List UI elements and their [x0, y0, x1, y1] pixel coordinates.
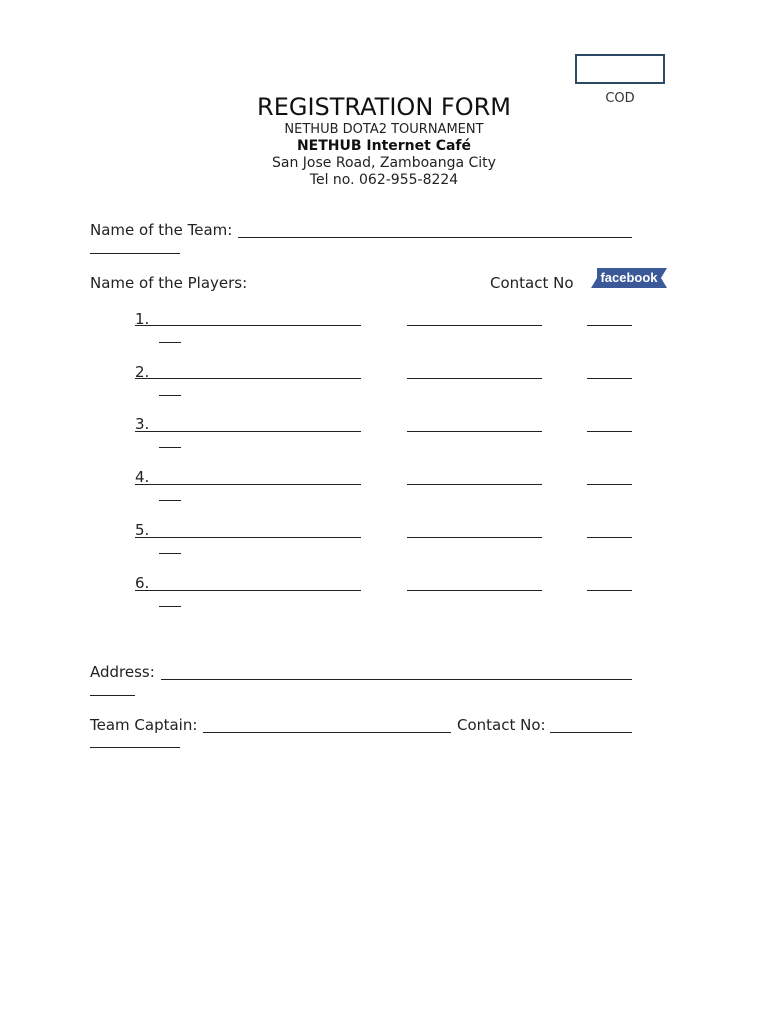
team-captain-label: Team Captain: [90, 716, 198, 734]
player-facebook-field[interactable] [587, 378, 632, 379]
player-contact-field[interactable] [407, 537, 542, 538]
player-number: 3. [135, 415, 150, 433]
address-label: Address: [90, 663, 155, 681]
team-captain-field[interactable] [203, 732, 451, 733]
facebook-badge [591, 268, 667, 288]
cod-label: COD [605, 91, 635, 106]
captain-contact-field[interactable] [550, 732, 632, 733]
player-facebook-field[interactable] [587, 325, 632, 326]
player-contact-field[interactable] [407, 484, 542, 485]
team-name-field[interactable] [238, 237, 632, 238]
player-number: 6. [135, 574, 150, 592]
venue-address: San Jose Road, Zamboanga City [272, 155, 496, 171]
player-number: 4. [135, 468, 150, 486]
form-title: REGISTRATION FORM [257, 93, 511, 121]
players-contact-label: Contact No [490, 274, 574, 292]
player-facebook-field-continued[interactable] [159, 447, 181, 448]
address-field[interactable] [161, 679, 632, 680]
venue-name: NETHUB Internet Café [296, 138, 472, 154]
player-number: 1. [135, 310, 150, 328]
player-name-field[interactable] [135, 378, 361, 379]
player-facebook-field-continued[interactable] [159, 606, 181, 607]
venue-tel: Tel no. 062-955-8224 [309, 172, 459, 188]
player-number: 2. [135, 363, 150, 381]
captain-contact-field-continued[interactable] [90, 747, 180, 748]
players-label: Name of the Players: [90, 274, 248, 292]
player-facebook-field-continued[interactable] [159, 500, 181, 501]
player-name-field[interactable] [135, 431, 361, 432]
player-name-field[interactable] [135, 590, 361, 591]
player-contact-field[interactable] [407, 378, 542, 379]
event-name: NETHUB DOTA2 TOURNAMENT [284, 122, 484, 137]
player-contact-field[interactable] [407, 590, 542, 591]
team-name-field-continued[interactable] [90, 253, 180, 254]
player-contact-field[interactable] [407, 325, 542, 326]
player-facebook-field-continued[interactable] [159, 395, 181, 396]
player-facebook-field[interactable] [587, 537, 632, 538]
player-facebook-field-continued[interactable] [159, 553, 181, 554]
captain-contact-label: Contact No: [457, 716, 546, 734]
address-field-continued[interactable] [90, 695, 135, 696]
player-facebook-field-continued[interactable] [159, 342, 181, 343]
facebook-badge-text: facebook [600, 270, 658, 285]
cod-box[interactable] [575, 54, 665, 84]
player-facebook-field[interactable] [587, 590, 632, 591]
player-name-field[interactable] [135, 484, 361, 485]
player-facebook-field[interactable] [587, 484, 632, 485]
player-number: 5. [135, 521, 150, 539]
player-contact-field[interactable] [407, 431, 542, 432]
player-name-field[interactable] [135, 537, 361, 538]
player-name-field[interactable] [135, 325, 361, 326]
player-facebook-field[interactable] [587, 431, 632, 432]
team-name-label: Name of the Team: [90, 221, 233, 239]
form-header [184, 92, 584, 189]
